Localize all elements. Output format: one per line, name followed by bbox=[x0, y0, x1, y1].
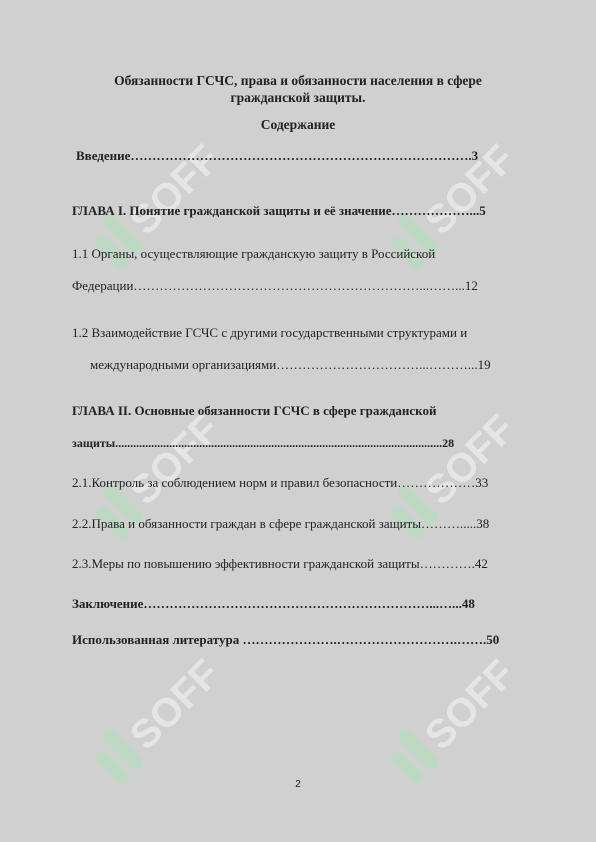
toc-entry-2-3: 2.3.Меры по повышению эффективности гражданской защиты………….42 bbox=[72, 556, 488, 571]
toc-entry-1-1-line-2: Федерации…………………………………………………………...……...12 bbox=[72, 278, 478, 293]
contents-heading: Содержание bbox=[260, 117, 336, 132]
toc-entry-references: Использованная литература ………………….……………………….…….50 bbox=[72, 632, 500, 647]
toc-entry-1-1-line-1: 1.1 Органы, осуществляющие гражданскую защиту в Российской bbox=[72, 246, 436, 261]
svg-text:SOFF: SOFF bbox=[121, 136, 229, 244]
svg-text:SOFF: SOFF bbox=[121, 651, 229, 759]
title-line-1: Обязанности ГСЧС, права и обязанности населения в сфере bbox=[114, 73, 482, 88]
toc-entry-chapter-1: ГЛАВА I. Понятие гражданской защиты и её значение………………...5 bbox=[72, 203, 486, 218]
page-number: 2 bbox=[295, 779, 301, 790]
svg-text:SOFF: SOFF bbox=[121, 406, 229, 514]
toc-entry-chapter-2-line-1: ГЛАВА II. Основные обязанности ГСЧС в сфере гражданской bbox=[72, 403, 437, 418]
document-title bbox=[60, 72, 536, 106]
title-line-2: гражданской защиты. bbox=[230, 90, 366, 105]
toc-entry-2-1: 2.1.Контроль за соблюдением норм и правил безопасности………………33 bbox=[72, 475, 489, 490]
toc-entry-1-2-line-2: международными организациями……………………………...………...19 bbox=[90, 357, 491, 372]
svg-text:SOFF: SOFF bbox=[416, 406, 524, 514]
svg-text:SOFF: SOFF bbox=[416, 651, 524, 759]
toc-entry-1-2-line-1: 1.2 Взаимодействие ГСЧС с другими государственными структурами и bbox=[72, 325, 468, 340]
svg-text:SOFF: SOFF bbox=[416, 136, 524, 244]
toc-entry-chapter-2-line-2: защиты.............................................................................................................28 bbox=[72, 436, 455, 450]
toc-entry-2-2: 2.2.Права и обязанности граждан в сфере гражданской защиты……….....38 bbox=[72, 516, 490, 531]
toc-entry-conclusion: Заключение…………………………………………………………...…...48 bbox=[72, 596, 475, 611]
toc-entry-introduction: Введение…………………………………………………………………….3 bbox=[76, 148, 479, 163]
